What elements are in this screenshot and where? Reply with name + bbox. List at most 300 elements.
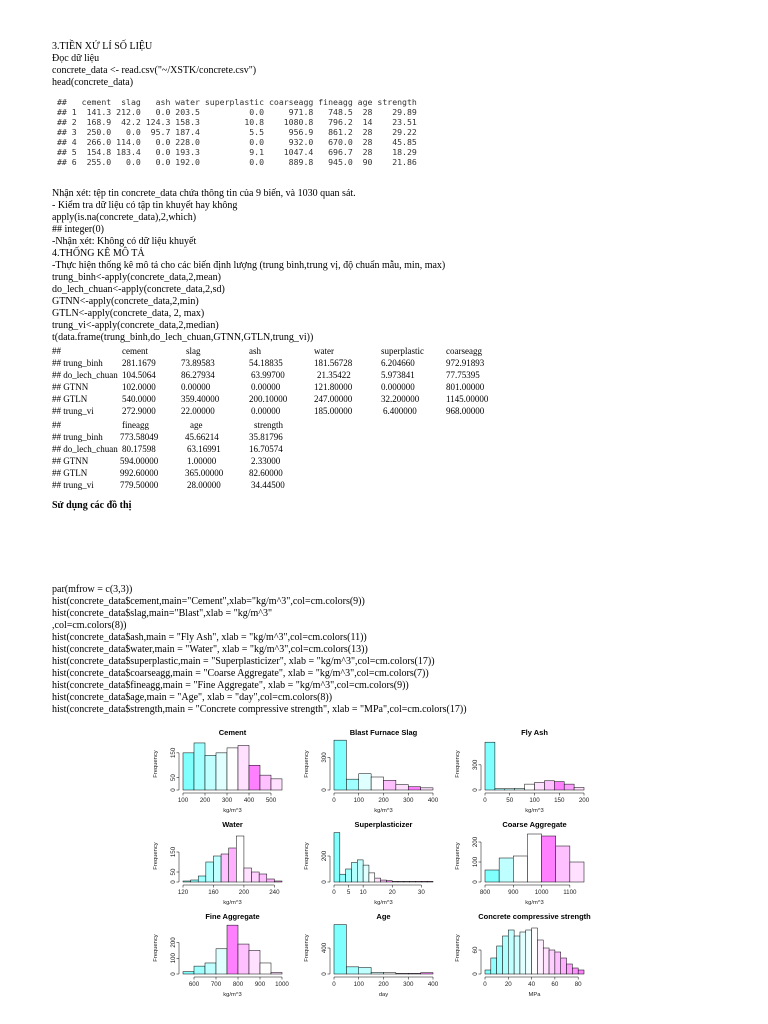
- x-tick-label: 160: [208, 889, 219, 896]
- y-tick-label: 100: [472, 856, 479, 868]
- histogram-bar: [561, 958, 567, 974]
- x-axis-label: kg/m^3: [525, 900, 544, 906]
- x-tick-label: 0: [332, 981, 336, 988]
- histogram-bar: [537, 940, 543, 974]
- table-cell: ## GTLN: [52, 394, 88, 404]
- x-tick-label: 900: [254, 981, 266, 988]
- code-line: ## integer(0): [52, 224, 104, 235]
- table-cell: 73.89583: [181, 358, 215, 368]
- table-cell: 0.00000: [251, 406, 281, 416]
- chart-title: Age: [376, 912, 391, 921]
- histogram-bar: [381, 880, 387, 882]
- table-cell: 86.27934: [181, 370, 215, 380]
- histogram-bar: [572, 968, 578, 974]
- x-tick-label: 1000: [534, 889, 549, 896]
- table-row: ## 6 255.0 0.0 0.0 192.0 0.0 889.8 945.0 90 21.86: [57, 157, 417, 167]
- table-cell: 594.00000: [120, 456, 159, 466]
- table-cell: 272.9000: [122, 406, 156, 416]
- histogram-bar: [221, 854, 229, 882]
- histogram-bar: [392, 881, 398, 882]
- table-row: ## 1 141.3 212.0 0.0 203.5 0.0 971.8 748.5 28 29.89: [57, 107, 417, 117]
- histogram-bar: [421, 881, 427, 882]
- histogram-bar: [369, 873, 375, 882]
- histogram-bar: [371, 972, 383, 974]
- histogram-bar: [216, 753, 227, 790]
- histogram-bar: [227, 925, 238, 974]
- table-cell: 21.35422: [317, 370, 351, 380]
- x-tick-label: 10: [359, 889, 367, 896]
- histogram-bar: [564, 784, 574, 790]
- histogram-bar: [520, 932, 526, 974]
- code-line: hist(concrete_data$age,main = "Age", xlab = "day",col=cm.colors(8)): [52, 692, 333, 703]
- histogram-fine-aggregate: [153, 912, 289, 998]
- histogram-bar: [359, 774, 371, 790]
- table-cell: 34.44500: [251, 480, 285, 490]
- histogram-bar: [508, 930, 514, 974]
- y-tick-label: 0: [321, 972, 328, 976]
- code-line: do_lech_chuan<-apply(concrete_data,2,sd): [52, 284, 225, 295]
- table-cell: 281.1679: [122, 358, 156, 368]
- code-line: hist(concrete_data$strength,main = "Concrete compressive strength", xlab = "MPa",col=cm.colors(17)): [52, 704, 467, 715]
- table-cell: 2.33000: [251, 456, 281, 466]
- histogram-bar: [578, 970, 584, 974]
- histogram-bar: [249, 950, 260, 974]
- table-cell: 0.00000: [251, 382, 281, 392]
- histogram-bar: [416, 881, 422, 882]
- table-header-cell: ##: [52, 420, 61, 430]
- histogram-bar: [398, 881, 404, 882]
- histogram-bar: [334, 925, 346, 974]
- code-line: trung_binh<-apply(concrete_data,2,mean): [52, 272, 221, 283]
- chart-title: Coarse Aggregate: [502, 820, 567, 829]
- histogram-bar: [227, 748, 238, 790]
- y-axis-label: Frequency: [455, 934, 461, 962]
- x-tick-label: 100: [177, 797, 189, 804]
- histogram-bar: [363, 865, 369, 882]
- chart-title: Fine Aggregate: [205, 912, 260, 921]
- code-line: hist(concrete_data$coarseagg,main = "Coarse Aggregate", xlab = "kg/m^3",col=cm.colors(7)): [52, 668, 429, 679]
- x-axis-label: kg/m^3: [223, 900, 242, 906]
- histogram-bar: [183, 753, 194, 790]
- histogram-bar: [371, 777, 383, 790]
- y-tick-label: 150: [170, 846, 177, 858]
- histogram-bar: [525, 784, 535, 790]
- histogram-bar: [384, 973, 396, 974]
- x-tick-label: 800: [479, 889, 491, 896]
- x-tick-label: 100: [529, 797, 540, 804]
- histogram-bar: [249, 765, 260, 790]
- table-row: ## 2 168.9 42.2 124.3 158.3 10.8 1080.8 796.2 14 23.51: [57, 117, 417, 127]
- x-tick-label: 1000: [275, 981, 289, 988]
- table-cell: 972.91893: [446, 358, 485, 368]
- table-cell: 992.60000: [120, 468, 159, 478]
- table-cell: ## trung_vi: [52, 480, 94, 490]
- histogram-bar: [386, 881, 392, 882]
- histogram-concrete-compressive-strength: [455, 912, 591, 998]
- histogram-bar: [555, 952, 561, 974]
- histogram-bar: [408, 787, 420, 790]
- code-line: hist(concrete_data$water,main = "Water", xlab = "kg/m^3",col=cm.colors(13)): [52, 644, 368, 655]
- code-line: trung_vi<-apply(concrete_data,2,median): [52, 320, 219, 331]
- table-header-cell: slag: [186, 346, 201, 356]
- x-tick-label: 200: [578, 797, 590, 804]
- histogram-bar: [260, 775, 271, 790]
- histogram-water: [153, 820, 282, 906]
- x-tick-label: 40: [528, 981, 536, 988]
- table-cell: 77.75395: [446, 370, 480, 380]
- x-tick-label: 0: [332, 889, 336, 896]
- x-tick-label: 30: [417, 889, 425, 896]
- histogram-bar: [351, 863, 357, 883]
- table-cell: 1.00000: [187, 456, 217, 466]
- table-cell: 6.400000: [383, 406, 417, 416]
- histogram-bar: [238, 745, 249, 790]
- x-tick-label: 60: [551, 981, 559, 988]
- code-line: GTNN<-apply(concrete_data,2,min): [52, 296, 199, 307]
- table-cell: 247.00000: [314, 394, 353, 404]
- y-axis-label: Frequency: [153, 750, 159, 778]
- histogram-bar: [502, 936, 508, 974]
- code-line: hist(concrete_data$slag,main="Blast",xlab = "kg/m^3": [52, 608, 273, 619]
- histogram-bar: [259, 874, 267, 882]
- histogram-bar: [396, 973, 408, 974]
- table-cell: 35.81796: [249, 432, 283, 442]
- histogram-bar: [267, 879, 275, 882]
- histogram-bar: [357, 860, 363, 882]
- x-tick-label: 900: [508, 889, 519, 896]
- table-row: ## 5 154.8 183.4 0.0 193.3 9.1 1047.4 696.7 28 18.29: [57, 147, 417, 157]
- table-cell: 6.204660: [381, 358, 415, 368]
- table-cell: 1145.00000: [446, 394, 489, 404]
- table-cell: 0.00000: [181, 382, 211, 392]
- histogram-bar: [549, 950, 555, 974]
- table-header: ## cement slag ash water superplastic coarseagg fineagg age strength: [57, 97, 417, 107]
- histogram-bar: [427, 881, 433, 882]
- text-line: Nhận xét: tệp tin concrete_data chứa thông tin của 9 biến, và 1030 quan sát.: [52, 188, 356, 199]
- histogram-blast-furnace-slag: [304, 728, 439, 814]
- histogram-bar: [410, 881, 416, 882]
- y-axis-label: Frequency: [455, 842, 461, 870]
- text-line: -Thực hiện thống kê mô tả cho các biến định lượng (trung bình,trung vị, độ chuẩn mẫu, min, max): [52, 260, 446, 271]
- table-cell: 54.18835: [249, 358, 283, 368]
- table-cell: 773.58049: [120, 432, 159, 442]
- x-axis-label: day: [378, 992, 389, 998]
- y-tick-label: 200: [321, 850, 328, 862]
- x-tick-label: 0: [483, 981, 487, 988]
- histogram-grid: [145, 726, 600, 1002]
- table-row: ## 3 250.0 0.0 95.7 187.4 5.5 956.9 861.2 28 29.22: [57, 127, 417, 137]
- x-tick-label: 100: [353, 981, 364, 988]
- histogram-bar: [542, 836, 556, 882]
- y-tick-label: 60: [472, 946, 479, 954]
- code-line: t(data.frame(trung_binh,do_lech_chuan,GTNN,GTLN,trung_vi)): [52, 332, 314, 343]
- chart-title: Water: [222, 820, 243, 829]
- table-cell: ## trung_vi: [52, 406, 94, 416]
- histogram-bar: [340, 874, 346, 882]
- x-tick-label: 700: [210, 981, 222, 988]
- histogram-bar: [535, 782, 545, 790]
- histogram-bar: [194, 743, 205, 790]
- code-line: par(mfrow = c(3,3)): [52, 584, 133, 595]
- histogram-bar: [334, 740, 346, 790]
- histogram-bar: [346, 967, 358, 974]
- section-title-charts: Sử dụng các đồ thị: [52, 500, 132, 511]
- y-tick-label: 0: [472, 880, 479, 884]
- table-cell: 22.00000: [181, 406, 215, 416]
- histogram-bar: [213, 856, 221, 882]
- x-tick-label: 300: [221, 797, 233, 804]
- histogram-bar: [491, 958, 497, 974]
- chart-title: Concrete compressive strength: [478, 912, 591, 921]
- y-axis-label: Frequency: [153, 934, 159, 962]
- x-tick-label: 0: [483, 797, 487, 804]
- histogram-cement: [153, 728, 282, 814]
- table-cell: 801.00000: [446, 382, 485, 392]
- table-header-cell: fineagg: [122, 420, 149, 430]
- histogram-bar: [260, 963, 271, 974]
- x-tick-label: 80: [574, 981, 582, 988]
- table-header-cell: superplastic: [381, 346, 424, 356]
- histogram-bar: [359, 968, 371, 975]
- y-tick-label: 200: [170, 937, 177, 948]
- histogram-bar: [252, 872, 260, 882]
- y-axis-label: Frequency: [304, 842, 310, 870]
- code-line: hist(concrete_data$cement,main="Cement",xlab="kg/m^3",col=cm.colors(9)): [52, 596, 365, 607]
- histogram-bar: [183, 881, 191, 882]
- x-tick-label: 240: [269, 889, 280, 896]
- y-axis-label: Frequency: [153, 842, 159, 870]
- table-header-cell: age: [190, 420, 203, 430]
- y-tick-label: 0: [170, 788, 177, 792]
- y-tick-label: 0: [321, 880, 328, 884]
- y-axis-label: Frequency: [455, 750, 461, 778]
- x-tick-label: 500: [265, 797, 277, 804]
- histogram-bar: [485, 970, 491, 974]
- x-tick-label: 120: [177, 889, 189, 896]
- text-line: - Kiểm tra dữ liệu có tập tin khuyết hay không: [52, 200, 238, 211]
- x-tick-label: 150: [554, 797, 565, 804]
- histogram-bar: [236, 836, 244, 882]
- table-cell: 968.00000: [446, 406, 485, 416]
- x-axis-label: kg/m^3: [223, 992, 242, 998]
- histogram-bar: [346, 779, 358, 790]
- y-tick-label: 0: [472, 972, 479, 976]
- section-title-descriptive-stats: 4.THỐNG KÊ MÔ TẢ: [52, 248, 145, 259]
- code-line: concrete_data <- read.csv("~/XSTK/concrete.csv"): [52, 65, 257, 76]
- histogram-bar: [485, 870, 499, 882]
- histogram-bar: [396, 785, 408, 790]
- histogram-bar: [554, 782, 564, 790]
- x-tick-label: 300: [403, 981, 414, 988]
- y-tick-label: 200: [472, 836, 479, 848]
- table-cell: ## do_lech_chuan: [52, 370, 118, 380]
- x-tick-label: 400: [427, 797, 439, 804]
- table-header-cell: ash: [249, 346, 261, 356]
- code-line: GTLN<-apply(concrete_data, 2, max): [52, 308, 205, 319]
- table-cell: ## trung_binh: [52, 358, 103, 368]
- histogram-bar: [526, 930, 532, 974]
- x-tick-label: 50: [506, 797, 514, 804]
- x-axis-label: kg/m^3: [374, 900, 393, 906]
- table-cell: 359.40000: [181, 394, 220, 404]
- y-tick-label: 50: [170, 868, 177, 876]
- x-axis-label: kg/m^3: [525, 808, 544, 814]
- table-cell: 28.00000: [187, 480, 221, 490]
- x-tick-label: 300: [403, 797, 414, 804]
- histogram-bar: [229, 848, 237, 882]
- histogram-superplasticizer: [304, 820, 433, 906]
- histogram-bar: [183, 972, 194, 974]
- x-tick-label: 400: [427, 981, 439, 988]
- histogram-bar: [408, 973, 420, 974]
- y-axis-label: Frequency: [304, 934, 310, 962]
- histogram-bar: [205, 963, 216, 974]
- histogram-bar: [194, 966, 205, 974]
- chart-title: Cement: [218, 728, 247, 737]
- y-tick-label: 50: [170, 774, 177, 782]
- code-line: apply(is.na(concrete_data),2,which): [52, 212, 197, 223]
- histogram-bar: [191, 880, 199, 882]
- histogram-fly-ash: [455, 728, 590, 814]
- table-cell: ## GTNN: [52, 456, 89, 466]
- histogram-bar: [384, 780, 396, 790]
- table-cell: 5.973841: [381, 370, 415, 380]
- table-cell: 200.10000: [249, 394, 288, 404]
- x-tick-label: 5: [346, 889, 351, 896]
- x-tick-label: 20: [504, 981, 512, 988]
- histogram-bar: [334, 833, 340, 882]
- histogram-bar: [375, 878, 381, 882]
- histogram-bar: [505, 789, 515, 790]
- x-tick-label: 200: [378, 797, 389, 804]
- histogram-bar: [271, 779, 282, 790]
- histogram-bar: [499, 858, 513, 882]
- histogram-bar: [205, 755, 216, 790]
- histogram-age: [304, 912, 439, 998]
- histogram-bar: [198, 876, 206, 882]
- x-tick-label: 200: [199, 797, 211, 804]
- histogram-bar: [570, 862, 584, 882]
- x-axis-label: MPa: [528, 992, 541, 998]
- histogram-bar: [485, 742, 495, 790]
- y-tick-label: 150: [170, 747, 177, 759]
- code-line: hist(concrete_data$superplastic,main = "Superplasticizer", xlab = "kg/m^3",col=cm.colors(17)): [52, 656, 435, 667]
- y-tick-label: 300: [472, 759, 479, 771]
- y-tick-label: 0: [472, 788, 479, 792]
- histogram-bar: [421, 973, 433, 974]
- histogram-bar: [556, 846, 570, 882]
- x-tick-label: 800: [232, 981, 244, 988]
- table-cell: 0.000000: [381, 382, 415, 392]
- histogram-bar: [238, 944, 249, 974]
- code-line: hist(concrete_data$ash,main = "Fly Ash", xlab = "kg/m^3",col=cm.colors(11)): [52, 632, 367, 643]
- table-header-cell: water: [314, 346, 334, 356]
- table-cell: ## GTNN: [52, 382, 89, 392]
- table-cell: 63.16991: [187, 444, 221, 454]
- table-cell: 80.17598: [122, 444, 156, 454]
- table-cell: 181.56728: [314, 358, 353, 368]
- histogram-bar: [346, 869, 352, 882]
- y-tick-label: 0: [170, 880, 177, 884]
- table-cell: 102.0000: [122, 382, 156, 392]
- histogram-bar: [527, 834, 541, 882]
- histogram-bar: [421, 788, 433, 790]
- table-header-cell: strength: [254, 420, 283, 430]
- table-cell: ## do_lech_chuan: [52, 444, 118, 454]
- histogram-bar: [274, 881, 282, 882]
- table-cell: 63.99700: [251, 370, 285, 380]
- table-cell: 365.00000: [185, 468, 224, 478]
- y-tick-label: 0: [170, 972, 177, 976]
- table-header-cell: ##: [52, 346, 61, 356]
- x-axis-label: kg/m^3: [223, 808, 242, 814]
- table-cell: ## trung_binh: [52, 432, 103, 442]
- histogram-bar: [543, 948, 549, 974]
- x-tick-label: 100: [353, 797, 364, 804]
- table-header-cell: cement: [122, 346, 148, 356]
- x-tick-label: 20: [388, 889, 396, 896]
- table-cell: 104.5064: [122, 370, 156, 380]
- histogram-bar: [271, 972, 282, 974]
- table-cell: 16.70574: [249, 444, 283, 454]
- chart-title: Superplasticizer: [354, 820, 413, 829]
- histogram-bar: [574, 787, 584, 790]
- x-tick-label: 600: [188, 981, 200, 988]
- table-cell: 45.66214: [185, 432, 219, 442]
- y-axis-label: Frequency: [304, 750, 310, 778]
- histogram-coarse-aggregate: [455, 820, 584, 906]
- histogram-bar: [216, 949, 227, 974]
- table-cell: 121.80000: [314, 382, 353, 392]
- table-cell: 185.00000: [314, 406, 353, 416]
- table-cell: 82.60000: [249, 468, 283, 478]
- histogram-bar: [513, 856, 527, 882]
- chart-title: Blast Furnace Slag: [349, 728, 418, 737]
- histogram-bar: [515, 788, 525, 790]
- x-tick-label: 200: [378, 981, 389, 988]
- table-header-cell: coarseagg: [446, 346, 482, 356]
- text-line: -Nhận xét: Không có dữ liệu khuyết: [52, 236, 197, 247]
- chart-title: Fly Ash: [521, 728, 548, 737]
- histogram-bar: [206, 862, 214, 882]
- histogram-bar: [544, 781, 554, 790]
- histogram-bar: [567, 964, 573, 974]
- y-tick-label: 100: [170, 953, 177, 964]
- table-cell: ## GTLN: [52, 468, 88, 478]
- histogram-bar: [404, 881, 410, 882]
- x-tick-label: 400: [243, 797, 255, 804]
- section-title-preprocessing: 3.TIỀN XỬ LÍ SỐ LIỆU: [52, 41, 153, 52]
- code-line: hist(concrete_data$fineagg,main = "Fine Aggregate", xlab = "kg/m^3",col=cm.colors(9)): [52, 680, 409, 691]
- table-cell: 32.200000: [381, 394, 420, 404]
- y-tick-label: 0: [321, 788, 328, 792]
- histogram-bar: [495, 789, 505, 790]
- x-tick-label: 1100: [563, 889, 577, 896]
- table-cell: 540.0000: [122, 394, 156, 404]
- y-tick-label: 300: [321, 752, 328, 763]
- y-tick-label: 400: [321, 942, 328, 954]
- page-bottom-fragment: [0, 1012, 768, 1024]
- histogram-bar: [532, 928, 538, 974]
- x-tick-label: 0: [332, 797, 336, 804]
- x-axis-label: kg/m^3: [374, 808, 393, 814]
- histogram-bar: [497, 946, 503, 974]
- text-line: Đọc dữ liệu: [52, 53, 100, 64]
- head-output-table: [57, 97, 417, 167]
- table-row: ## 4 266.0 114.0 0.0 228.0 0.0 932.0 670.0 28 45.85: [57, 137, 417, 147]
- histogram-bar: [514, 936, 520, 974]
- code-line: head(concrete_data): [52, 77, 134, 88]
